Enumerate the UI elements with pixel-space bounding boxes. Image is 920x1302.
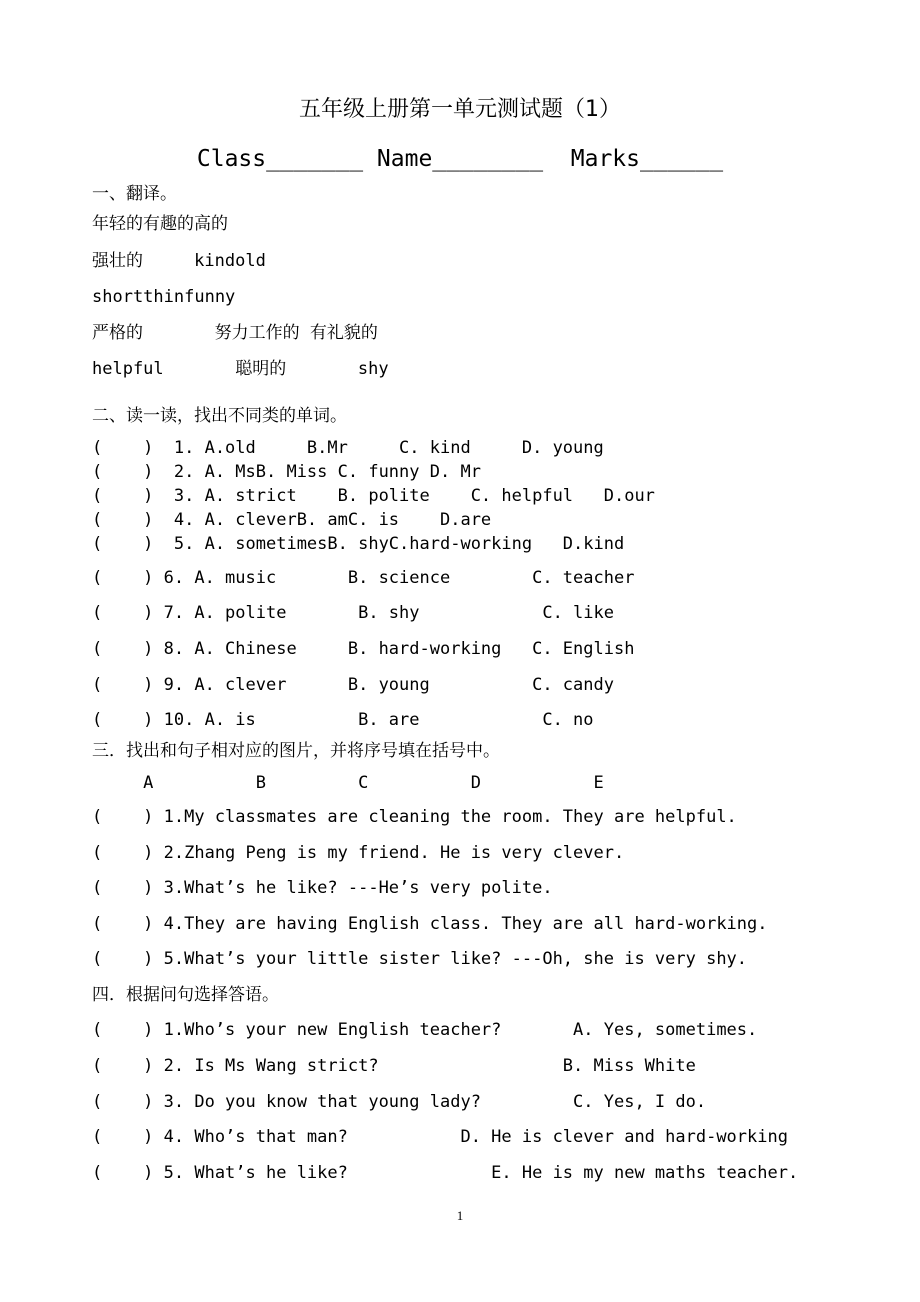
picture-match-question-1: ( ) 1.My classmates are cleaning the room. They are helpful.: [92, 807, 737, 827]
odd-word-question-5: ( ) 5. A. sometimesB. shyC.hard-working D.kind: [92, 534, 625, 554]
picture-match-question-2: ( ) 2.Zhang Peng is my friend. He is very clever.: [92, 843, 625, 863]
section-4-heading: 四．根据问句选择答语。: [92, 985, 279, 1005]
answer-match-question-2: ( ) 2. Is Ms Wang strict? B. Miss White: [92, 1056, 696, 1076]
translate-line-2: 强壮的 kindold: [92, 251, 266, 271]
picture-letters: A B C D E: [92, 773, 604, 793]
picture-match-question-5: ( ) 5.What’s your little sister like? ---Oh, she is very shy.: [92, 949, 748, 969]
section-1-heading: 一、翻译。: [92, 184, 177, 204]
translate-line-1: 年轻的有趣的高的: [92, 214, 228, 234]
odd-word-question-6: ( ) 6. A. music B. science C. teacher: [92, 568, 635, 588]
odd-word-question-8: ( ) 8. A. Chinese B. hard-working C. English: [92, 639, 635, 659]
student-info-line: Class_______ Name________ Marks______: [196, 146, 724, 172]
odd-word-question-2: ( ) 2. A. MsB. Miss C. funny D. Mr: [92, 462, 481, 482]
odd-word-question-7: ( ) 7. A. polite B. shy C. like: [92, 603, 614, 623]
page-number: 1: [456, 1208, 464, 1223]
answer-match-question-4: ( ) 4. Who’s that man? D. He is clever and hard-working: [92, 1127, 788, 1147]
odd-word-question-1: ( ) 1. A.old B.Mr C. kind D. young: [92, 438, 604, 458]
translate-line-3: shortthinfunny: [92, 287, 236, 307]
odd-word-question-9: ( ) 9. A. clever B. young C. candy: [92, 675, 614, 695]
section-2-heading: 二、读一读，找出不同类的单词。: [92, 406, 347, 426]
odd-word-question-3: ( ) 3. A. strict B. polite C. helpful D.our: [92, 486, 655, 506]
picture-match-question-3: ( ) 3.What’s he like? ---He’s very polite.: [92, 878, 553, 898]
section-3-heading: 三．找出和句子相对应的图片，并将序号填在括号中。: [92, 741, 500, 761]
answer-match-question-3: ( ) 3. Do you know that young lady? C. Yes, I do.: [92, 1092, 707, 1112]
answer-match-question-1: ( ) 1.Who’s your new English teacher? A. Yes, sometimes.: [92, 1020, 758, 1040]
odd-word-question-10: ( ) 10. A. is B. are C. no: [92, 710, 594, 730]
odd-word-question-4: ( ) 4. A. cleverB. amC. is D.are: [92, 510, 492, 530]
answer-match-question-5: ( ) 5. What’s he like? E. He is my new maths teacher.: [92, 1163, 799, 1183]
translate-line-4: 严格的 努力工作的 有礼貌的: [92, 323, 378, 343]
picture-match-question-4: ( ) 4.They are having English class. They are all hard-working.: [92, 914, 768, 934]
page-title: 五年级上册第一单元测试题（1）: [299, 97, 621, 122]
translate-line-5: helpful 聪明的 shy: [92, 359, 389, 379]
